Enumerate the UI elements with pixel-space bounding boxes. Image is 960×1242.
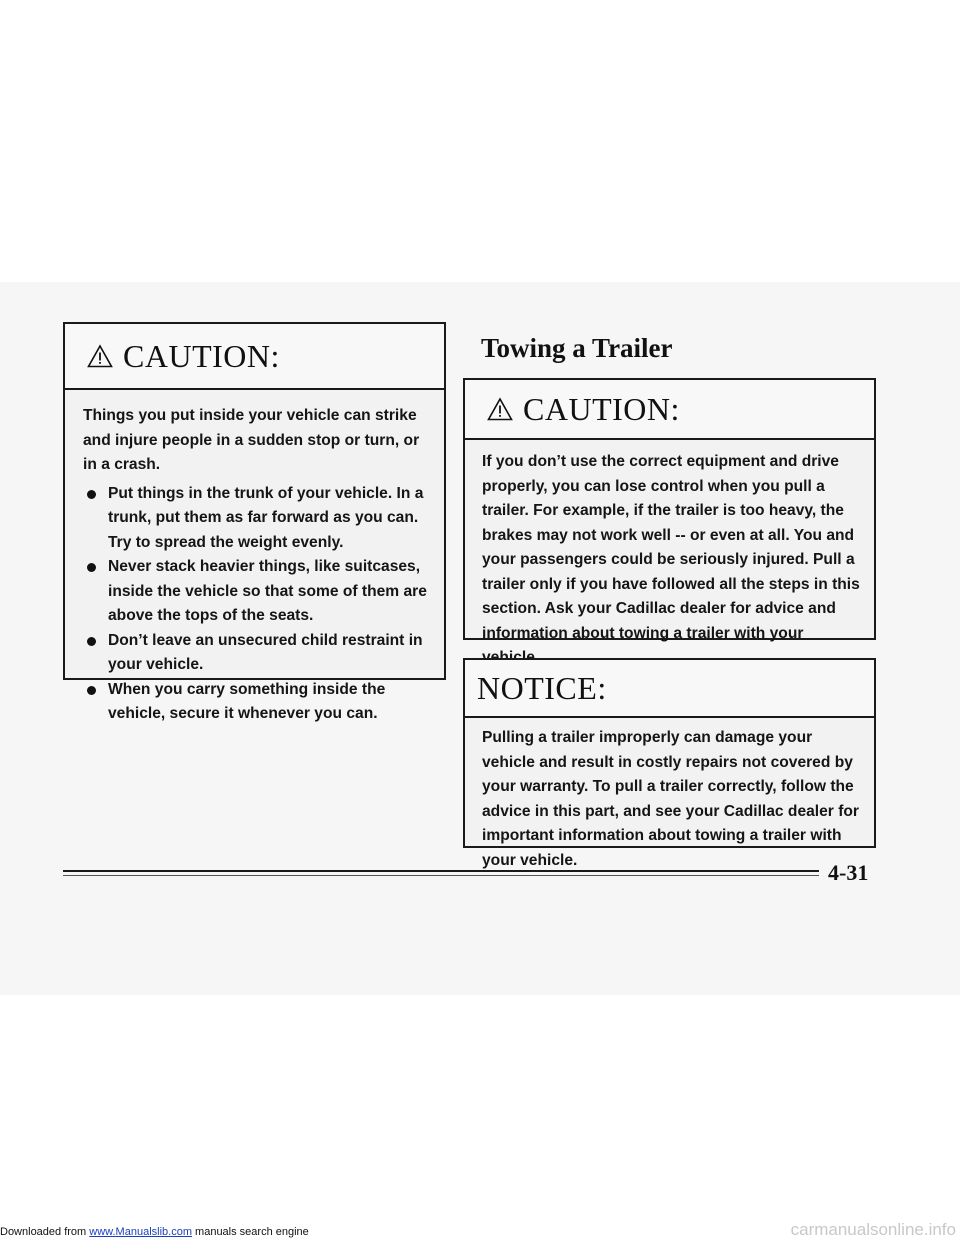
right-caution-box bbox=[463, 378, 876, 640]
bullet-item: Never stack heavier things, like suitcases, inside the vehicle so that some of them are above the tops of the seats. bbox=[83, 555, 436, 629]
notice-heading: NOTICE: bbox=[477, 669, 607, 706]
notice-box bbox=[463, 658, 876, 869]
page-rule bbox=[63, 870, 819, 872]
notice-body bbox=[465, 718, 874, 873]
watermark: carmanualsonline.info bbox=[790, 1220, 956, 1239]
left-caution-body bbox=[65, 390, 444, 727]
left-caution-heading: CAUTION: bbox=[123, 337, 280, 374]
left-caution-intro: Things you put inside your vehicle can strike and injure people in a sudden stop or turn, or in a crash. bbox=[83, 407, 420, 473]
right-caution-heading: CAUTION: bbox=[523, 390, 680, 427]
page-number: 4-31 bbox=[828, 860, 869, 885]
section-title: Towing a Trailer bbox=[481, 333, 673, 363]
footer-suffix: manuals search engine bbox=[191, 1226, 309, 1238]
warning-triangle-icon bbox=[487, 397, 513, 421]
right-caution-text: If you don’t use the correct equipment and drive properly, you can lose control when you pull a trailer. For example, if the trailer is too heavy, the brakes may not work well -- or even at all. You and your passengers could be seriously injured. Pull a trailer only if you have followed all the steps in this section. Ask your Cadillac dealer for advice and information about towing a trailer with your bbox=[482, 453, 860, 642]
notice-header bbox=[465, 660, 874, 718]
bullet-item: When you carry something inside the vehicle, secure it whenever you can. bbox=[83, 678, 436, 727]
right-caution-header bbox=[465, 380, 874, 440]
notice-text: Pulling a trailer improperly can damage your vehicle and result in costly repairs not covered by your warranty. To pull a trailer correctly, follow the advice in this part, and see your Cadillac dealer for important information about towing a trailer with your vehicle. bbox=[482, 729, 859, 869]
footer-prefix: Downloaded from bbox=[0, 1226, 90, 1238]
bullet-item: Put things in the trunk of your vehicle. In a trunk, put them as far forward as you can. Try to spread the weight evenly. bbox=[83, 482, 436, 556]
left-caution-box bbox=[63, 322, 446, 722]
page-rule-thin bbox=[63, 875, 819, 876]
right-caution-body bbox=[465, 440, 874, 671]
bullet-item: Don’t leave an unsecured child restraint in your vehicle. bbox=[83, 629, 436, 678]
left-caution-header bbox=[65, 324, 444, 390]
left-caution-bullets bbox=[83, 482, 436, 727]
footer-link[interactable]: www.Manualslib.com bbox=[89, 1226, 192, 1238]
warning-triangle-icon bbox=[87, 344, 113, 368]
download-footer bbox=[0, 1226, 309, 1238]
